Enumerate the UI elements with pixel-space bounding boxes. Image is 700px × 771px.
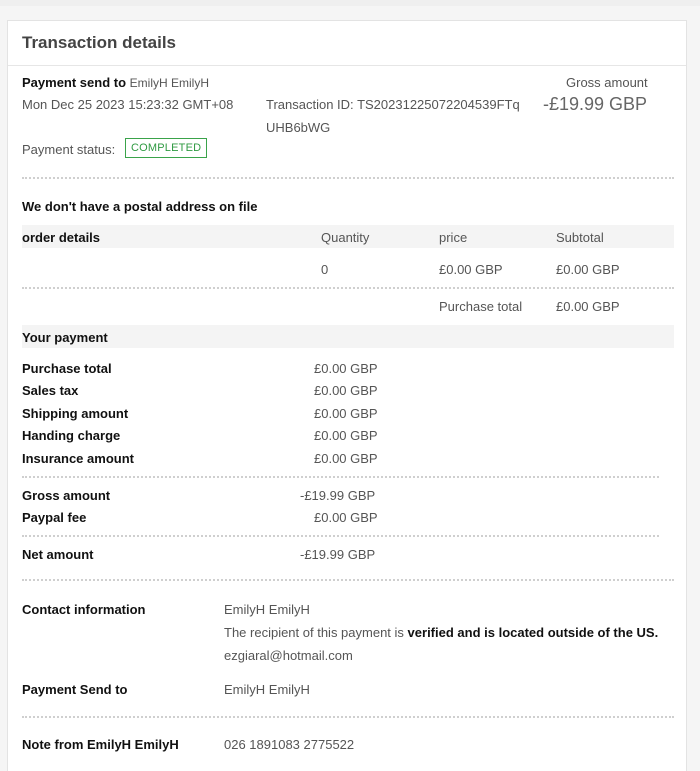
payment-send-to-label: Payment Send to [22, 682, 128, 697]
card-title: Transaction details [8, 21, 686, 66]
gross-amount-row-value: -£19.99 GBP [300, 488, 376, 503]
contact-email[interactable]: ezgiaral@hotmail.com [224, 648, 353, 663]
gross-amount-row-label: Gross amount [22, 488, 111, 503]
divider [22, 177, 674, 179]
payment-status-label: Payment status: [22, 142, 116, 157]
transaction-datetime: Mon Dec 25 2023 15:23:32 GMT+08 [22, 97, 234, 112]
purchase-total-value: £0.00 GBP [556, 299, 620, 314]
note-label: Note from EmilyH EmilyH [22, 737, 179, 752]
gross-amount-label: Gross amount [566, 75, 648, 90]
order-quantity: 0 [321, 262, 329, 277]
order-details-header: order details [22, 230, 101, 245]
your-payment-band [22, 325, 674, 348]
recipient-status-prefix: The recipient of this payment is [224, 625, 404, 640]
contact-name: EmilyH EmilyH [224, 602, 310, 617]
postal-address-notice: We don't have a postal address on file [22, 199, 258, 214]
purchase-total-row-label: Purchase total [22, 361, 112, 376]
transaction-id [266, 97, 520, 112]
sales-tax-value: £0.00 GBP [314, 383, 378, 398]
transaction-details-card [7, 20, 687, 771]
handing-charge-label: Handing charge [22, 428, 121, 443]
payment-send-label: Payment send to [22, 75, 127, 90]
quantity-header: Quantity [321, 230, 370, 245]
shipping-amount-label: Shipping amount [22, 406, 129, 421]
contact-info-label: Contact information [22, 602, 146, 617]
paypal-fee-label: Paypal fee [22, 510, 87, 525]
divider [22, 287, 674, 289]
purchase-total-row-value: £0.00 GBP [314, 361, 378, 376]
divider [22, 579, 674, 581]
net-amount-value: -£19.99 GBP [300, 547, 376, 562]
your-payment-title: Your payment [22, 330, 108, 345]
sales-tax-label: Sales tax [22, 383, 79, 398]
paypal-fee-value: £0.00 GBP [314, 510, 378, 525]
order-subtotal: £0.00 GBP [556, 262, 620, 277]
divider [22, 535, 659, 537]
order-price: £0.00 GBP [439, 262, 503, 277]
transaction-id-value: TS20231225072204539FTq [357, 97, 520, 112]
payment-send-line [22, 75, 209, 90]
gross-amount-value: -£19.99 GBP [543, 94, 648, 114]
insurance-amount-label: Insurance amount [22, 451, 134, 466]
top-bar [0, 0, 700, 6]
price-header: price [439, 230, 468, 245]
payment-send-to-value: EmilyH EmilyH [224, 682, 310, 697]
subtotal-header: Subtotal [556, 230, 604, 245]
net-amount-label: Net amount [22, 547, 94, 562]
shipping-amount-value: £0.00 GBP [314, 406, 378, 421]
divider [22, 476, 659, 478]
payment-send-name: EmilyH EmilyH [129, 76, 209, 90]
transaction-id-label: Transaction ID: [266, 97, 354, 112]
recipient-status-verified: verified and is located outside of the US. [407, 625, 659, 640]
status-badge: COMPLETED [125, 138, 207, 158]
note-value: 026 1891083 2775522 [224, 737, 355, 752]
insurance-amount-value: £0.00 GBP [314, 451, 378, 466]
recipient-status-line [224, 625, 658, 640]
handing-charge-value: £0.00 GBP [314, 428, 378, 443]
divider [22, 716, 674, 718]
transaction-id-continued: UHB6bWG [266, 120, 331, 135]
purchase-total-label: Purchase total [439, 299, 523, 314]
